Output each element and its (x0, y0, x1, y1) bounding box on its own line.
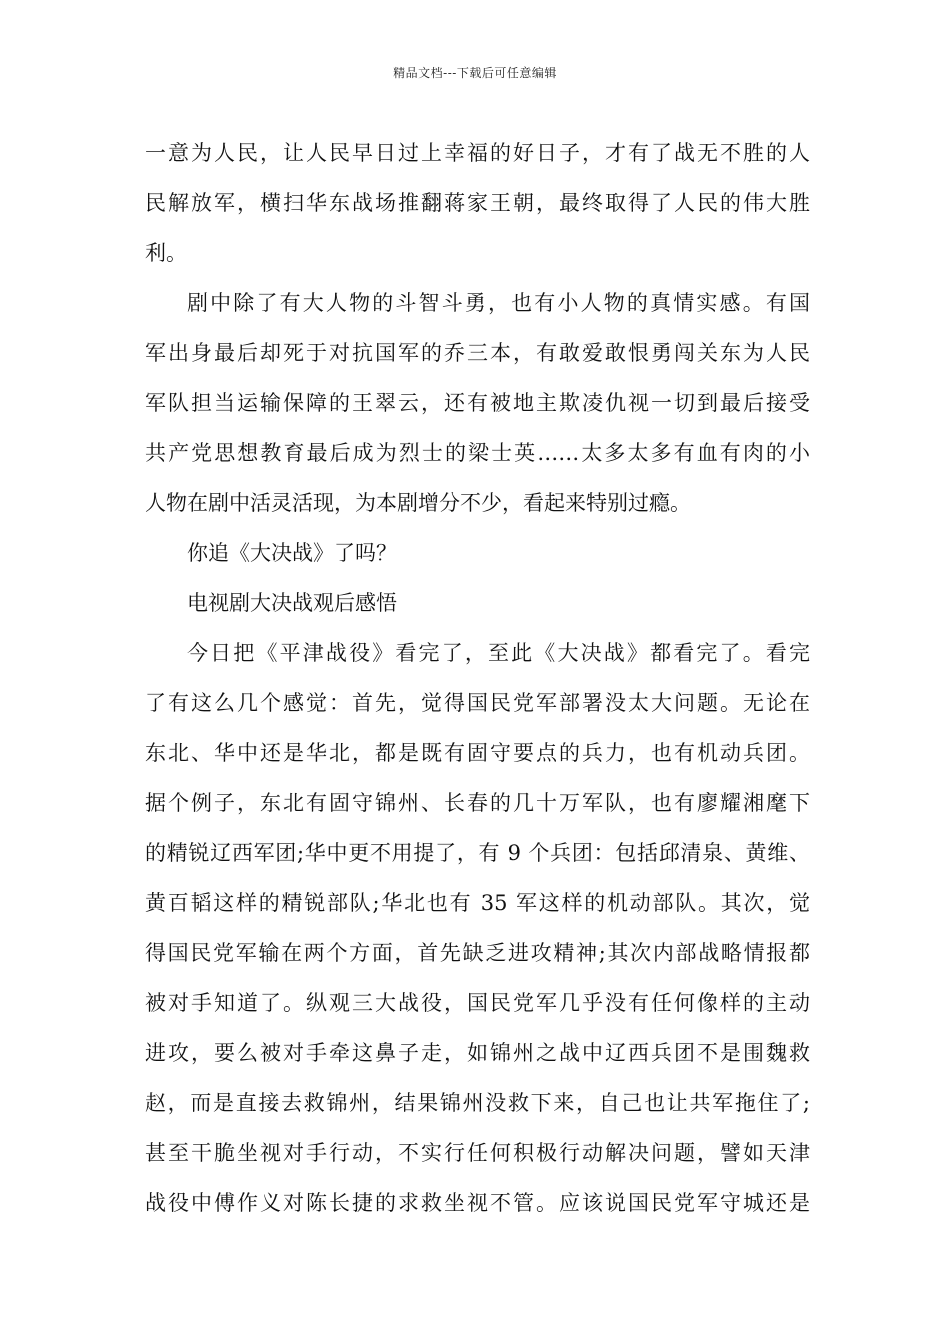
text-line: 今日把《平津战役》看完了，至此《大决战》都看完了。看完 (187, 641, 810, 665)
text-line: 剧中除了有大人物的斗智斗勇，也有小人物的真情实感。有国 (187, 291, 810, 315)
section-heading (145, 578, 810, 628)
text-line: 据个例子，东北有固守锦州、长春的几十万军队，也有廖耀湘麾下 (145, 791, 810, 815)
text-line: 黄百韬这样的精锐部队;华北也有 35 军这样的机动部队。其次，觉 (145, 891, 810, 915)
text-line: 了有这么几个感觉：首先，觉得国民党军部署没太大问题。无论在 (145, 691, 810, 715)
paragraph-2 (145, 278, 810, 528)
text-line: 军出身最后却死于对抗国军的乔三本，有敢爱敢恨勇闯关东为人民 (145, 341, 810, 365)
text-line: 军队担当运输保障的王翠云，还有被地主欺凌仇视一切到最后接受 (145, 391, 810, 415)
page-header: 精品文档---下载后可任意编辑 (393, 66, 557, 80)
text-line: 共产党思想教育最后成为烈士的梁士英……太多太多有血有肉的小 (145, 441, 810, 465)
paragraph-1 (145, 128, 810, 278)
text-line: 的精锐辽西军团;华中更不用提了，有 9 个兵团：包括邱清泉、黄维、 (145, 841, 810, 865)
paragraph-3 (145, 528, 810, 578)
text-line: 得国民党军输在两个方面，首先缺乏进攻精神;其次内部战略情报都 (145, 941, 810, 965)
text-line: 电视剧大决战观后感悟 (187, 591, 397, 615)
text-line: 一意为人民，让人民早日过上幸福的好日子，才有了战无不胜的人 (145, 141, 810, 165)
text-line: 人物在剧中活灵活现，为本剧增分不少，看起来特别过瘾。 (145, 491, 691, 515)
paragraph-5 (145, 628, 810, 1228)
text-line: 战役中傅作义对陈长捷的求救坐视不管。应该说国民党军守城还是 (145, 1191, 810, 1215)
text-line: 民解放军，横扫华东战场推翻蒋家王朝，最终取得了人民的伟大胜 (145, 191, 810, 215)
text-line: 利。 (145, 241, 187, 265)
text-line: 赵，而是直接去救锦州，结果锦州没救下来，自己也让共军拖住了; (145, 1091, 810, 1115)
text-line: 甚至干脆坐视对手行动，不实行任何积极行动解决问题，譬如天津 (145, 1141, 810, 1165)
text-line: 被对手知道了。纵观三大战役，国民党军几乎没有任何像样的主动 (145, 991, 810, 1015)
text-line: 东北、华中还是华北，都是既有固守要点的兵力，也有机动兵团。 (145, 741, 810, 765)
text-line: 你追《大决战》了吗？ (187, 541, 397, 565)
text-line: 进攻，要么被对手牵这鼻子走，如锦州之战中辽西兵团不是围魏救 (145, 1041, 810, 1065)
document-body (145, 128, 810, 1228)
